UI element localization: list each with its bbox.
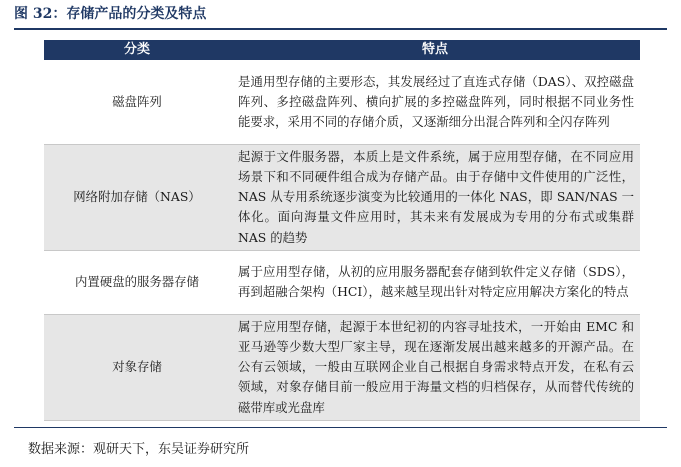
category-cell: 磁盘阵列	[44, 60, 230, 144]
title-divider	[14, 28, 667, 30]
features-cell: 属于应用型存储，起源于本世纪初的内容寻址技术，一开始由 EMC 和亚马逊等少数大型厂家主导，现在逐渐发展出越来越多的开源产品。在公有云领域，一般由互联网企业自己根据自身需求特点开发，在私有云领域，对象存储目前一般应用于海量文档的归档保存，从而替代传统的磁带库或光盘库	[230, 314, 640, 420]
table-row	[44, 144, 640, 250]
column-header-features: 特点	[230, 40, 640, 60]
table-row	[44, 60, 640, 144]
table-header-row	[44, 40, 640, 60]
features-cell: 起源于文件服务器，本质上是文件系统，属于应用型存储，在不同应用场景下和不同硬件组合成为存储产品。由于存储中文件使用的广泛性，NAS 从专用系统逐步演变为比较通用的一体化 NAS，即 SAN/NAS 一体化。面向海量文件应用时，其未来有发展成为专用的分布式或集群 NAS 的趋势	[230, 144, 640, 250]
source-divider	[14, 427, 667, 428]
storage-products-table	[44, 40, 640, 421]
column-header-category: 分类	[44, 40, 230, 60]
category-cell: 网络附加存储（NAS）	[44, 144, 230, 250]
features-cell: 是通用型存储的主要形态，其发展经过了直连式存储（DAS）、双控磁盘阵列、多控磁盘阵列、横向扩展的多控磁盘阵列，同时根据不同业务性能要求，采用不同的存储介质，又逐渐细分出混合阵列和全闪存阵列	[230, 60, 640, 144]
features-cell: 属于应用型存储，从初的应用服务器配套存储到软件定义存储（SDS），再到超融合架构（HCI），越来越呈现出针对特定应用解决方案化的特点	[230, 250, 640, 314]
figure-title: 图 32：存储产品的分类及特点	[14, 6, 207, 22]
table-row	[44, 314, 640, 420]
data-source-note: 数据来源：观研天下，东吴证券研究所	[28, 442, 250, 457]
category-cell: 对象存储	[44, 314, 230, 420]
table-row	[44, 250, 640, 314]
category-cell: 内置硬盘的服务器存储	[44, 250, 230, 314]
